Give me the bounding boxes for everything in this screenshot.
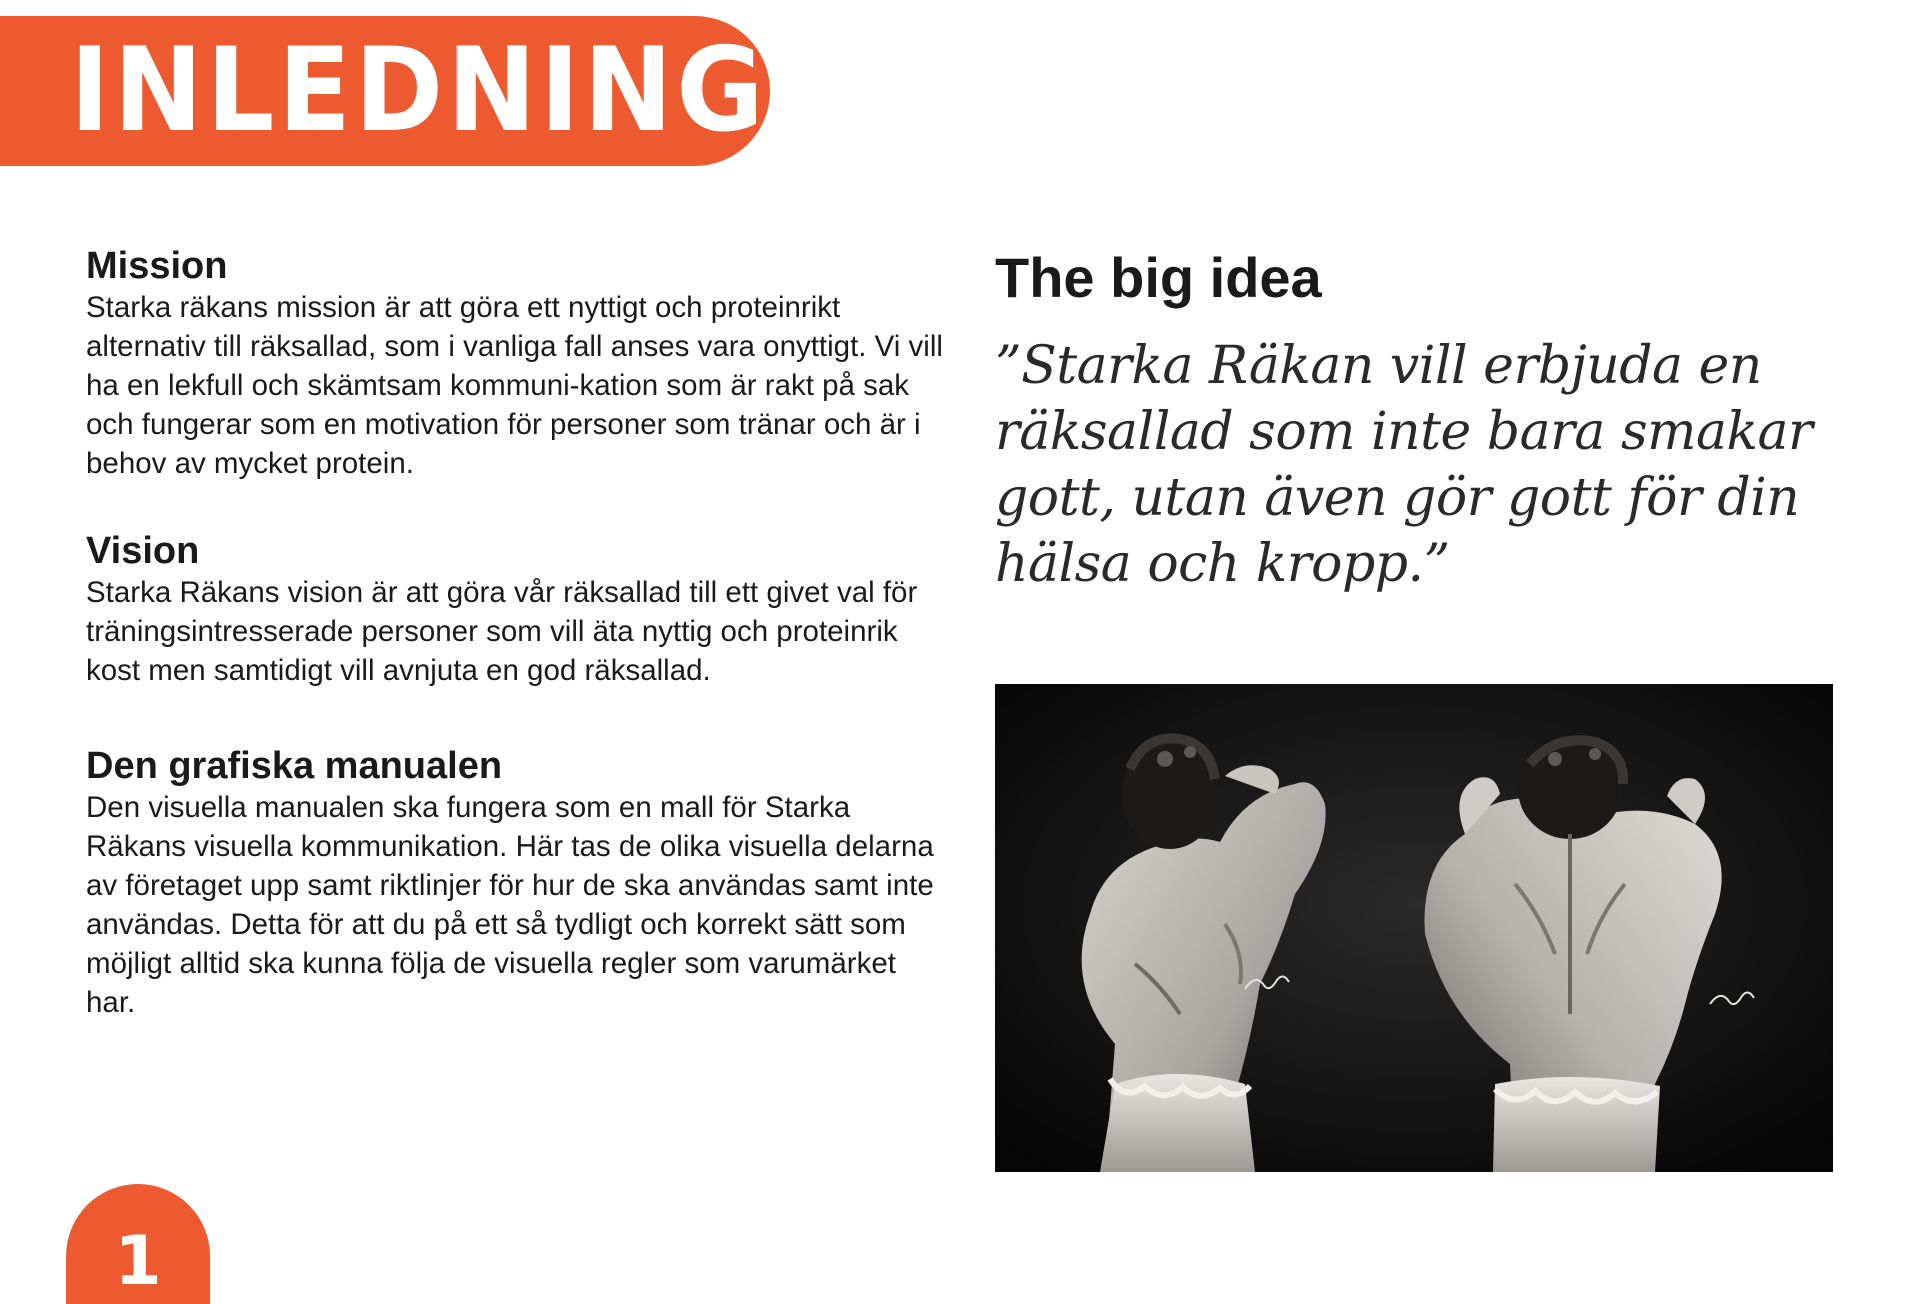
title-banner: [0, 16, 770, 166]
right-column: [995, 245, 1875, 597]
page-number: 1: [114, 1222, 162, 1301]
page-title: INLEDNING: [70, 23, 768, 158]
vision-heading: Vision: [86, 530, 200, 572]
vision-section: [86, 529, 946, 690]
page-number-tab: [66, 1184, 210, 1304]
mission-section: [86, 244, 946, 483]
photo-illustration: [995, 684, 1833, 1172]
mission-text: Starka räkans mission är att göra ett nyttigt och proteinrikt alternativ till räksallad, som i vanliga fall anses vara onyttigt. Vi vill ha en lekfull och skämtsam kommuni-kation som är rakt på sak och fungerar som en motivation för personer som tränar och är i behov av mycket protein.: [86, 291, 943, 480]
manual-section: [86, 744, 946, 1022]
manual-heading: Den grafiska manualen: [86, 745, 503, 787]
left-column: [86, 244, 946, 1022]
vintage-strongwomen-photo: [995, 684, 1833, 1172]
mission-heading: Mission: [86, 245, 228, 287]
big-idea-quote: ”Starka Räkan vill erbjuda en räksallad som inte bara smakar gott, utan även gör gott för din hälsa och kropp.”: [995, 336, 1813, 594]
vision-text: Starka Räkans vision är att göra vår räksallad till ett givet val för träningsintresserade personer som vill äta nyttig och proteinrik kost men samtidigt vill avnjuta en god räksallad.: [86, 576, 918, 687]
big-idea-heading: The big idea: [995, 246, 1322, 309]
manual-text: Den visuella manualen ska fungera som en mall för Starka Räkans visuella kommunikation. Här tas de olika visuella delarna av företaget upp samt riktlinjer för hur de ska användas samt inte användas. Detta för att du på ett så tydligt och korrekt sätt som möjligt alltid ska kunna följa de visuella regler som varumärket har.: [86, 791, 934, 1019]
